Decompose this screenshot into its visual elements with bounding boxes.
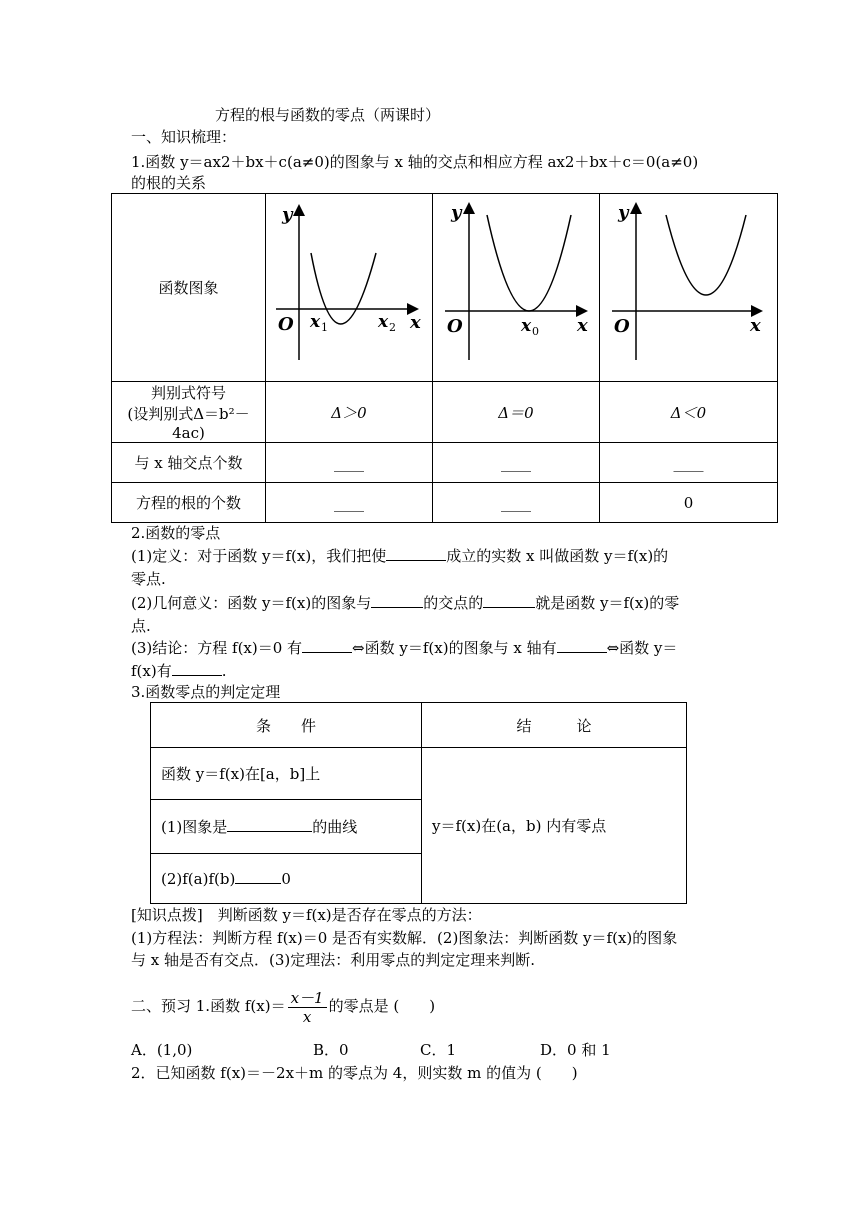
tip-line-2: (1)方程法：判断方程 f(x)＝0 是否有实数解．(2)图象法：判断函数 y＝f(x)的图象: [131, 929, 678, 947]
blank-field: [235, 869, 281, 884]
root-x0-label: x: [521, 315, 532, 336]
theorem-conclusion: y＝f(x)在(a，b) 内有零点: [422, 748, 687, 904]
intersections-blank-3: ____: [600, 443, 778, 483]
item2-definition: (1)定义：对于函数 y＝f(x)，我们把使 成立的实数 x 叫做函数 y＝f(x)的: [131, 547, 669, 565]
preview-question-1: 二、预习 1.函数 f(x)＝ $\frac{x-1}{x}$ 的零点是 ( ): [131, 988, 436, 1026]
y-axis-label: y: [451, 201, 462, 223]
graph-cell-two-roots: [266, 194, 433, 382]
intersections-blank-1: ____: [266, 443, 433, 483]
item3-heading: 3.函数零点的判定定理: [131, 683, 281, 701]
y-axis-label: y: [282, 203, 293, 225]
x-axis-label: x: [410, 311, 421, 333]
origin-label: O: [278, 313, 294, 335]
root-x1-label: x: [310, 311, 321, 332]
y-axis-label: y: [618, 201, 629, 223]
blank-field: [302, 638, 352, 653]
roots-value-3: 0: [600, 483, 778, 523]
preview-question-2: 2．已知函数 f(x)＝－2x＋m 的零点为 4，则实数 m 的值为 ( ): [131, 1064, 578, 1082]
col-header-conclusion: 结 论: [422, 703, 687, 748]
tip-line-1: [知识点拨] 判断函数 y＝f(x)是否存在零点的方法：: [131, 906, 482, 924]
section-heading-1: 一、知识梳理：: [131, 128, 237, 146]
option-a: A．(1,0): [131, 1041, 193, 1059]
row-label-roots: 方程的根的个数: [112, 483, 266, 523]
blank-field: [172, 661, 222, 676]
zero-theorem-table: [150, 702, 687, 904]
origin-label: O: [614, 315, 630, 337]
row-label-graph: 函数图象: [112, 194, 266, 382]
option-d: D．0 和 1: [540, 1041, 611, 1059]
x-axis-label: x: [577, 314, 588, 336]
intersections-blank-2: ____: [433, 443, 600, 483]
row-label-intersections: 与 x 轴交点个数: [112, 443, 266, 483]
item2-definition-cont: 零点.: [131, 570, 166, 588]
roots-blank-1: ____: [266, 483, 433, 523]
parabola-no-root-graph: [600, 195, 776, 381]
blank-field: [483, 593, 535, 608]
quadratic-relation-table: [111, 193, 778, 523]
blank-field: [371, 593, 423, 608]
root-x1-subscript: 1: [321, 320, 328, 334]
item2-conclusion-cont: f(x)有 .: [131, 662, 227, 680]
blank-field: [557, 638, 607, 653]
item1-text-line1: 1.函数 y＝ax2＋bx＋c(a≠0)的图象与 x 轴的交点和相应方程 ax2＋bx＋c＝0(a≠0): [131, 153, 699, 171]
page-title: 方程的根与函数的零点（两课时）: [215, 106, 441, 124]
disc-label-line2: (设判别式Δ＝b²－4ac): [127, 405, 250, 442]
condition-1: 函数 y＝f(x)在[a，b]上: [151, 748, 422, 800]
item2-geometric-meaning: (2)几何意义：函数 y＝f(x)的图象与 的交点的 就是函数 y＝f(x)的零: [131, 594, 680, 612]
disc-value-positive: Δ＞0: [266, 382, 433, 443]
x-axis-label: x: [750, 314, 761, 336]
item2-heading: 2.函数的零点: [131, 524, 221, 542]
item2-geometric-cont: 点.: [131, 617, 151, 635]
graph-cell-one-root: [433, 194, 600, 382]
condition-2: (1)图象是 的曲线: [151, 800, 422, 854]
disc-value-negative: Δ＜0: [600, 382, 778, 443]
parabola-two-roots-graph: [266, 195, 432, 381]
condition-3: (2)f(a)f(b) 0: [151, 854, 422, 904]
row-label-discriminant: [112, 382, 266, 443]
roots-blank-2: ____: [433, 483, 600, 523]
item1-text-line2: 的根的关系: [131, 174, 207, 192]
origin-label: O: [447, 315, 463, 337]
disc-label-line1: 判别式符号: [150, 384, 226, 402]
graph-cell-no-root: [600, 194, 778, 382]
root-x2-subscript: 2: [389, 320, 396, 334]
tip-line-3: 与 x 轴是否有交点．(3)定理法：利用零点的判定定理来判断.: [131, 951, 536, 969]
root-x2-label: x: [378, 311, 389, 332]
blank-field: [227, 817, 312, 832]
parabola-one-root-graph: [433, 195, 599, 381]
blank-field: [386, 546, 446, 561]
root-x0-subscript: 0: [532, 324, 539, 338]
option-c: C．1: [420, 1041, 457, 1059]
col-header-condition: 条 件: [151, 703, 422, 748]
fraction: $\frac{x-1}{x}$: [288, 989, 327, 1026]
option-b: B．0: [313, 1041, 349, 1059]
item2-conclusion: (3)结论：方程 f(x)＝0 有 ⇔函数 y＝f(x)的图象与 x 轴有 ⇔函数 y＝: [131, 639, 678, 657]
disc-value-zero: Δ＝0: [433, 382, 600, 443]
